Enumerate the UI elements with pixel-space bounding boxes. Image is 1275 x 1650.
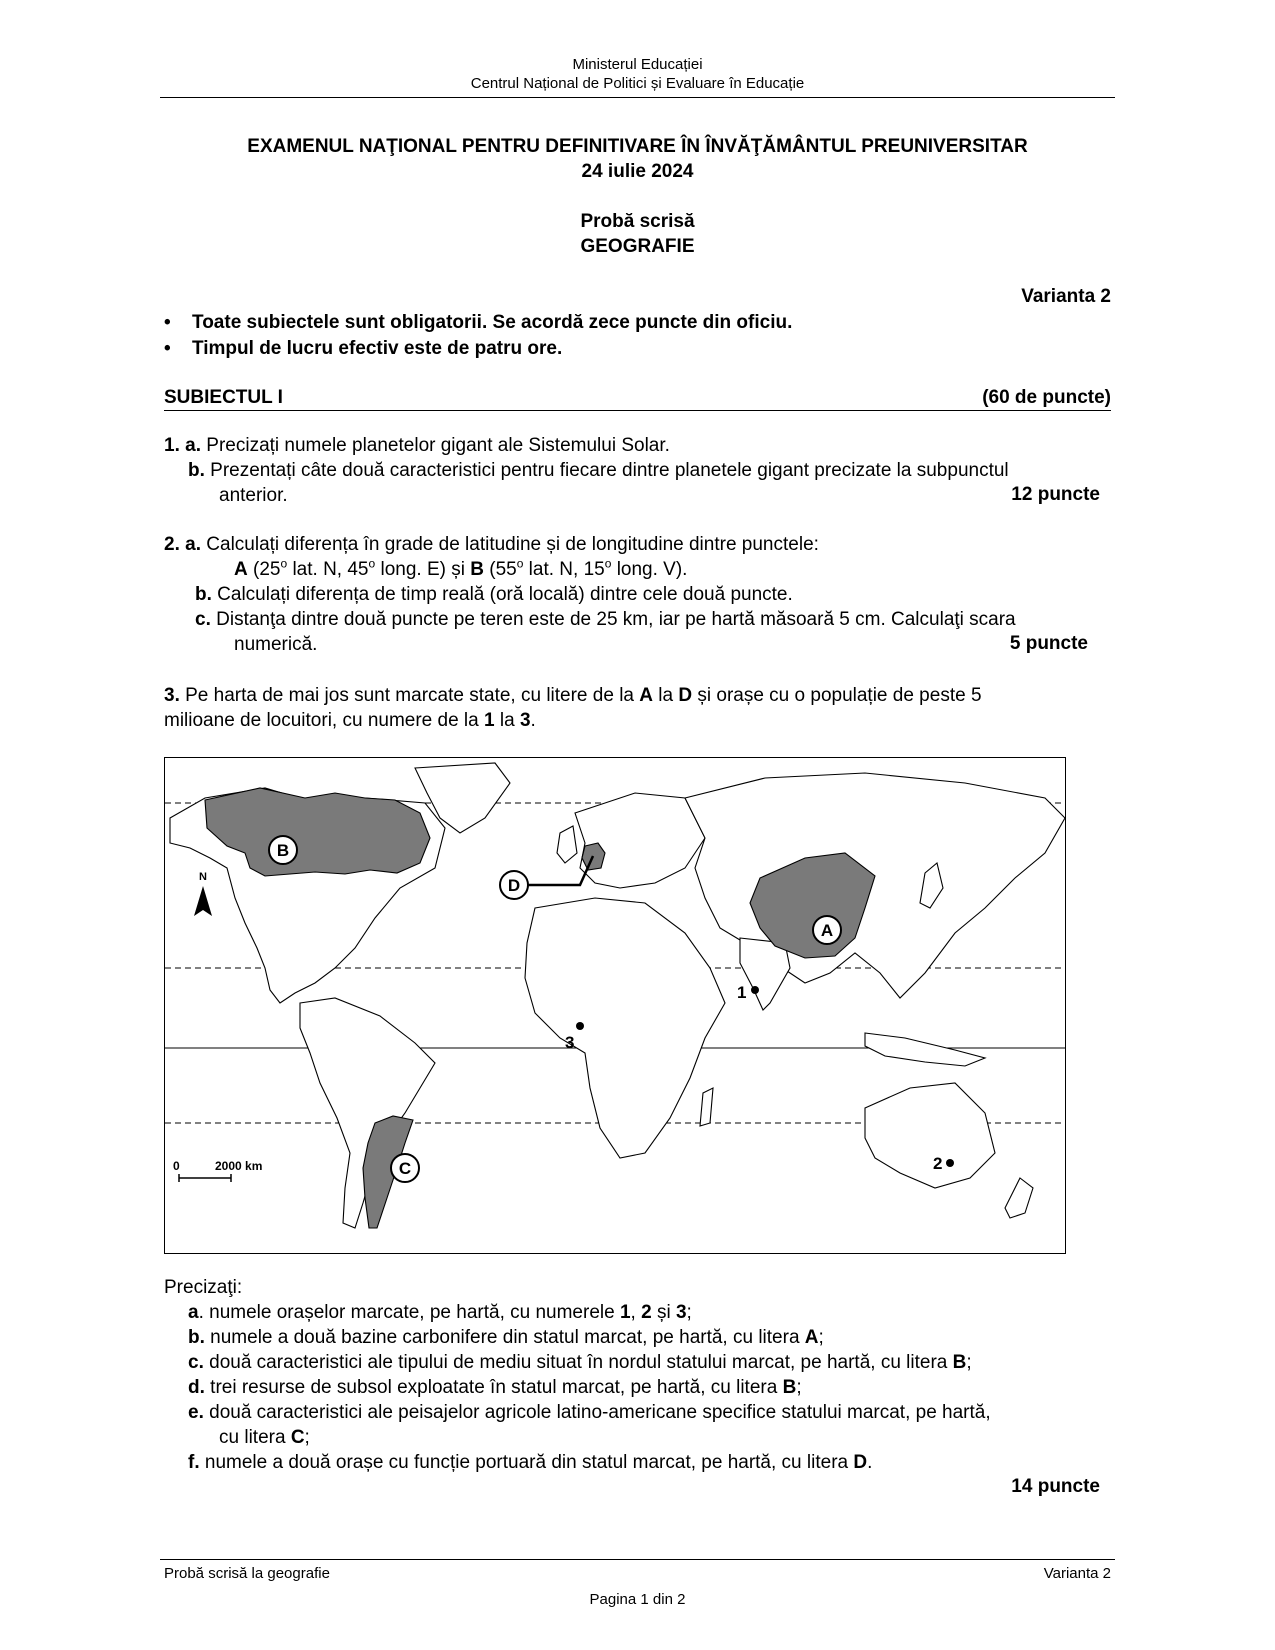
city-1-label: 1: [737, 983, 747, 1002]
footer-right: Varianta 2: [1043, 1565, 1111, 1582]
q2-c-cont: numerică.: [234, 634, 318, 655]
north-arrow-icon: [194, 886, 212, 916]
exam-title: EXAMENUL NAŢIONAL PENTRU DEFINITIVARE ÎN ÎNVĂŢĂMÂNTUL PREUNIVERSITAR: [247, 136, 1028, 157]
africa: [525, 898, 725, 1158]
scale-zero: 0: [173, 1159, 180, 1173]
task-e: e. două caracteristici ale peisajelor agricole latino-americane specifice statului marcat, pe hartă,: [188, 1402, 991, 1423]
task-a: a. numele orașelor marcate, pe hartă, cu numerele 1, 2 și 3;: [188, 1302, 692, 1323]
q2-points: 5 puncte: [1009, 633, 1088, 654]
world-map: [164, 757, 1066, 1254]
q3-text-cont: milioane de locuitori, cu numere de la 1 la 3.: [164, 710, 536, 731]
europe: [575, 793, 705, 888]
page-number: Pagina 1 din 2: [589, 1591, 686, 1608]
label-c-text: C: [398, 1159, 412, 1178]
ministry-name: Ministerul Educației: [572, 56, 703, 73]
label-d: [500, 871, 528, 899]
q2-a: 2. a. Calculați diferența în grade de latitudine și de longitudine dintre punctele:: [164, 534, 819, 555]
task-c: c. două caracteristici ale tipului de mediu situat în nordul statului marcat, pe hartă, cu litera B;: [188, 1352, 972, 1373]
city-3-label: 3: [565, 1033, 575, 1052]
label-d-text: D: [507, 876, 521, 895]
exam-type: Probă scrisă: [580, 211, 695, 232]
label-b-text: B: [276, 841, 290, 860]
world-map-svg: [165, 758, 1065, 1253]
q1-a: 1. a. Precizați numele planetelor gigant ale Sistemului Solar.: [164, 435, 670, 456]
variant-label: Varianta 2: [1021, 286, 1111, 307]
label-c: [391, 1154, 419, 1182]
exam-date: 24 iulie 2024: [581, 161, 694, 182]
indonesia: [865, 1033, 985, 1066]
q2-a-points: A (25$^o$ lat. N, 45$^o$ long. E) și B (55$^o$ lat. N, 15$^o$ long. V).: [234, 556, 688, 580]
task-b: b. numele a două bazine carbonifere din statul marcat, pe hartă, cu litera A;: [188, 1327, 824, 1348]
rule-item: • Timpul de lucru efectiv este de patru ore.: [164, 338, 563, 359]
uk: [557, 826, 577, 863]
q1-b: b. Prezentați câte două caracteristici pentru fiecare dintre planetele gigant precizate la subpunctul: [188, 460, 1009, 481]
scale-bar: [173, 1159, 262, 1182]
city-2-label: 2: [933, 1154, 943, 1173]
q2-c: c. Distanţa dintre două puncte pe teren este de 25 km, iar pe hartă măsoară 5 cm. Calculaţi scara: [195, 609, 1016, 630]
exam-subject: GEOGRAFIE: [580, 236, 695, 257]
north-arrow: [194, 871, 212, 916]
footer-divider: [160, 1559, 1115, 1560]
label-a: [813, 916, 841, 944]
madagascar: [700, 1088, 713, 1126]
label-a-text: A: [820, 921, 834, 940]
city-2-dot: [946, 1159, 954, 1167]
label-b: [269, 836, 297, 864]
q1-points: 12 puncte: [1011, 484, 1100, 505]
subject-heading: SUBIECTUL I (60 de puncte): [164, 386, 1111, 411]
q2-b: b. Calculați diferența de timp reală (oră locală) dintre cele două puncte.: [195, 584, 793, 605]
q3-text: 3. Pe harta de mai jos sunt marcate state, cu litere de la A la D și orașe cu o populație de peste 5: [164, 685, 982, 706]
task-d: d. trei resurse de subsol exploatate în statul marcat, pe hartă, cu litera B;: [188, 1377, 802, 1398]
center-name: Centrul Național de Politici și Evaluare în Educație: [470, 75, 805, 92]
q1-b-cont: anterior.: [219, 485, 288, 506]
task-f: f. numele a două orașe cu funcție portuară din statul marcat, pe hartă, cu litera D.: [188, 1452, 873, 1473]
australia: [865, 1083, 995, 1188]
task-e-cont: cu litera C;: [219, 1427, 310, 1448]
north-label: N: [199, 871, 207, 883]
city-1-dot: [751, 986, 759, 994]
header-divider: [160, 97, 1115, 98]
new-zealand: [1005, 1178, 1033, 1218]
scale-text: 2000 km: [215, 1159, 263, 1173]
tasks-intro: Precizaţi:: [164, 1277, 243, 1298]
city-3-dot: [576, 1022, 584, 1030]
footer-left: Probă scrisă la geografie: [164, 1565, 330, 1582]
q3-points: 14 puncte: [1011, 1476, 1100, 1497]
rule-item: • Toate subiectele sunt obligatorii. Se acordă zece puncte din oficiu.: [164, 312, 793, 333]
